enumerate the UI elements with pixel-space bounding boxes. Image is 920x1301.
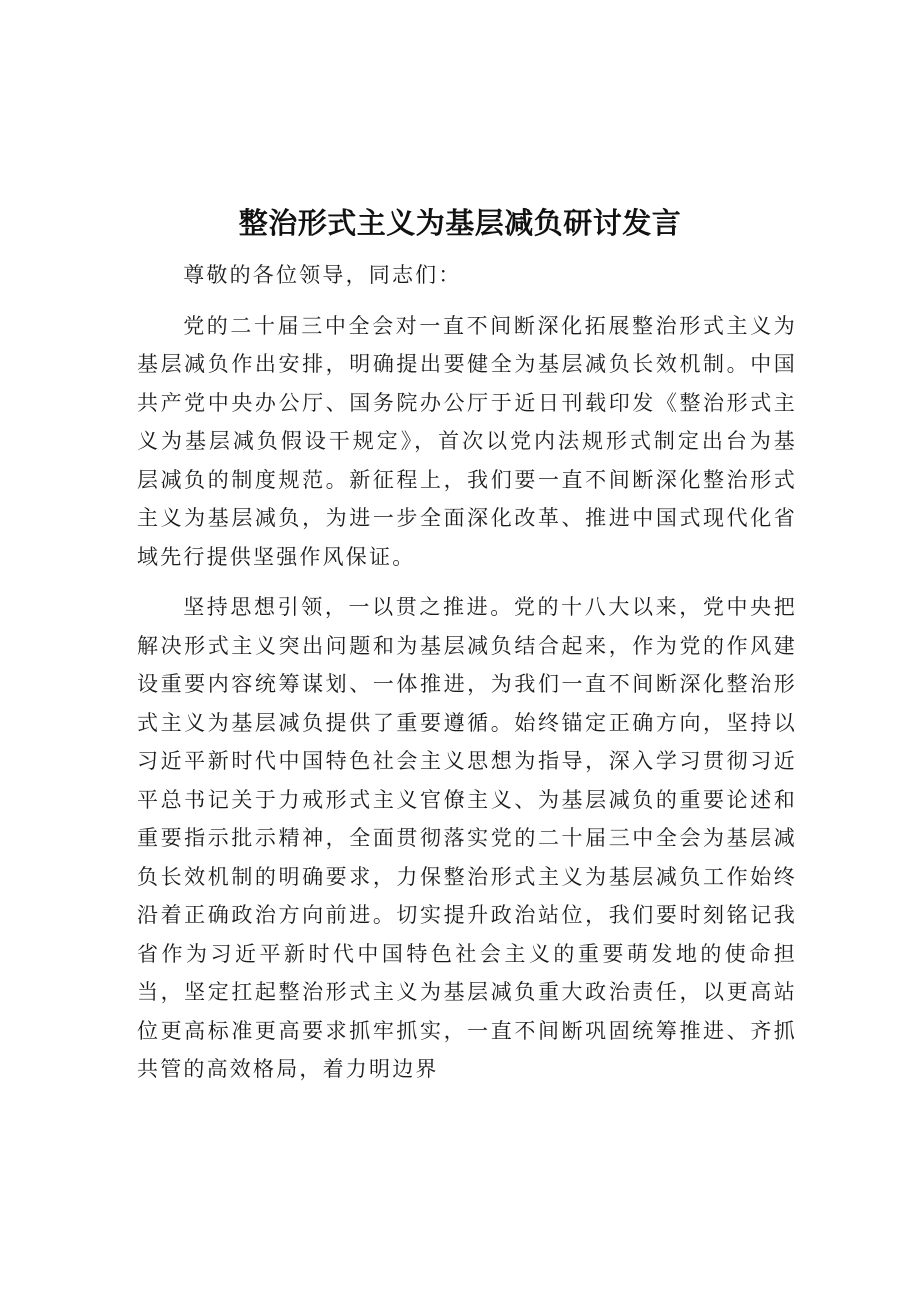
paragraph-intro: 党的二十届三中全会对一直不间断深化拓展整治形式主义为基层减负作出安排，明确提出要健全为基层减负长效机制。中国共产党中央办公厅、国务院办公厅于近日刊载印发《整治形式主义为基层减负假设干规定》，首次以党内法规形式制定出台为基层减负的制度规范。新征程上，我们要一直不间断深化整治形式主义为基层减负，为进一步全面深化改革、推进中国式现代化省域先行提供坚强作风保证。 [137,313,797,569]
document-body [137,256,797,1089]
document-title: 整治形式主义为基层减负研讨发言 [238,206,682,240]
salutation: 尊敬的各位领导，同志们： [183,263,462,287]
paragraph-thought-guidance: 坚持思想引领，一以贯之推进。党的十八大以来，党中央把解决形式主义突出问题和为基层减负结合起来，作为党的作风建设重要内容统筹谋划、一体推进，为我们一直不间断深化整治形式主义为基层减负提供了重要遵循。始终锚定正确方向，坚持以习近平新时代中国特色社会主义思想为指导，深入学习贯彻习近平总书记关于力戒形式主义官僚主义、为基层减负的重要论述和重要指示批示精神，全面贯彻落实党的二十届三中全会为基层减负长效机制的明确要求，力保整治形式主义为基层减负工作始终沿着正确政治方向前进。切实提升政治站位，我们要时刻铭记我省作为习近平新时代中国特色社会主义的重要萌发地的使命担当，坚定扛起整治形式主义为基层减负重大政治责任，以更高站位更高标准更高要求抓牢抓实，一直不间断巩固统筹推进、齐抓共管的高效格局，着力明边界 [137,595,797,1081]
